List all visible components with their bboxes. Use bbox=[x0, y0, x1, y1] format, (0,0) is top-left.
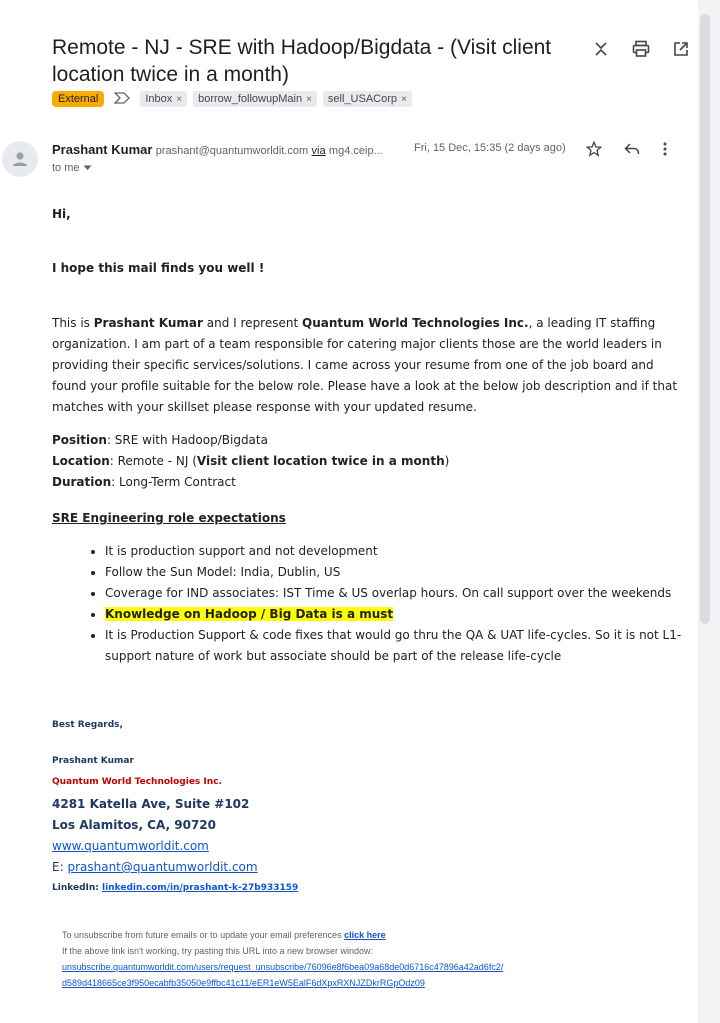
remove-label-icon[interactable]: × bbox=[306, 93, 312, 105]
signature-linkedin-label: LinkedIn: bbox=[52, 883, 103, 893]
recipients-label: to me bbox=[52, 162, 80, 174]
recipients-dropdown[interactable] bbox=[52, 162, 92, 174]
via-link[interactable]: via bbox=[311, 145, 326, 157]
list-item: • It is production support and not development bbox=[105, 541, 685, 562]
signature-regards: Best Regards, bbox=[52, 720, 123, 730]
intro-text: and I represent bbox=[202, 316, 302, 330]
default-avatar-icon[interactable] bbox=[2, 141, 38, 177]
sre-expectations-heading: SRE Engineering role expectations bbox=[52, 511, 286, 525]
greeting: Hi, bbox=[52, 207, 71, 221]
signature-website-link[interactable]: www.quantumworldit.com bbox=[52, 839, 209, 853]
unsubscribe-fallback-text: If the above link isn't working, try pasting this URL into a new browser window: bbox=[62, 946, 374, 956]
location-value-end: ) bbox=[444, 454, 450, 468]
label-chip-text: sell_USACorp bbox=[327, 93, 398, 105]
remove-label-icon[interactable]: × bbox=[176, 93, 183, 105]
highlighted-requirement: Knowledge on Hadoop / Big Data is a must bbox=[105, 607, 394, 621]
label-chip-text: borrow_followupMain bbox=[198, 93, 303, 105]
importance-marker-icon[interactable] bbox=[114, 91, 130, 107]
signature-email-line bbox=[52, 860, 258, 874]
list-item: • Coverage for IND associates: IST Time & US overlap hours. On call support over the weekends bbox=[105, 583, 685, 604]
intro-paragraph bbox=[52, 313, 682, 418]
unsubscribe-url-link-continued[interactable]: d589d418665ce3f950ecabfb35050e9ffbc41c11/eER1eW5EalF6dXpxRXNJZDkrRGpOdz09 bbox=[62, 978, 425, 988]
list-item bbox=[105, 604, 685, 625]
signature-address-line2: Los Alamitos, CA, 90720 bbox=[52, 818, 216, 832]
unsubscribe-line bbox=[62, 927, 662, 943]
location-value: : Remote - NJ ( bbox=[109, 454, 197, 468]
unsubscribe-footer bbox=[62, 927, 662, 991]
signature-email-link[interactable]: prashant@quantumworldit.com bbox=[67, 860, 258, 874]
label-row bbox=[52, 91, 412, 107]
signature-name: Prashant Kumar bbox=[52, 756, 134, 766]
job-details bbox=[52, 430, 449, 493]
position-line bbox=[52, 430, 449, 451]
label-chip-inbox[interactable] bbox=[140, 91, 187, 107]
open-in-new-window-icon[interactable] bbox=[670, 38, 692, 60]
expand-collapse-icon[interactable] bbox=[590, 38, 612, 60]
signature-email-label: E: bbox=[52, 860, 68, 874]
more-vert-icon[interactable] bbox=[662, 141, 668, 162]
reply-icon[interactable] bbox=[624, 141, 640, 162]
position-value: : SRE with Hadoop/Bigdata bbox=[106, 433, 268, 447]
list-item: • Follow the Sun Model: India, Dublin, US bbox=[105, 562, 685, 583]
opening-line: I hope this mail finds you well ! bbox=[52, 261, 265, 275]
duration-value: : Long-Term Contract bbox=[111, 475, 236, 489]
unsubscribe-text: To unsubscribe from future emails or to update your email preferences bbox=[62, 930, 345, 940]
print-icon[interactable] bbox=[630, 38, 652, 60]
star-icon[interactable] bbox=[586, 141, 602, 162]
sender-email: prashant@quantumworldit.com bbox=[155, 145, 309, 157]
label-chip-sell-usacorp[interactable] bbox=[323, 91, 412, 107]
list-item: • It is Production Support & code fixes that would go thru the QA & UAT life-cycles. So it is not L1-support nature of work but associate should be part of the release life-cycle bbox=[105, 625, 685, 667]
signature-company: Quantum World Technologies Inc. bbox=[52, 777, 222, 787]
email-subject: Remote - NJ - SRE with Hadoop/Bigdata - (Visit client location twice in a month) bbox=[52, 36, 552, 86]
scrollbar-thumb[interactable] bbox=[700, 14, 710, 624]
thread-actions bbox=[590, 38, 692, 60]
expectations-list bbox=[88, 541, 685, 667]
intro-sender-name: Prashant Kumar bbox=[93, 316, 203, 330]
external-label: External bbox=[52, 91, 104, 107]
location-visit-note: Visit client location twice in a month bbox=[196, 454, 445, 468]
label-chip-borrow-followupmain[interactable] bbox=[193, 91, 317, 107]
duration-label: Duration bbox=[52, 475, 112, 489]
remove-label-icon[interactable]: × bbox=[401, 93, 407, 105]
signature-linkedin-link[interactable]: linkedin.com/in/prashant-k-27b933159 bbox=[102, 883, 299, 893]
chevron-down-icon[interactable] bbox=[83, 162, 92, 174]
unsubscribe-url-link[interactable]: unsubscribe.quantumworldit.com/users/request_unsubscribe/76096e8f6bea09a68de0d6716c47896a42ad6fc2/ bbox=[62, 962, 504, 972]
signature-linkedin-line bbox=[52, 883, 298, 893]
message-actions bbox=[586, 141, 668, 162]
relay-domain: mg4.ceip... bbox=[328, 145, 383, 157]
location-label: Location bbox=[52, 454, 110, 468]
message-date: Fri, 15 Dec, 15:35 (2 days ago) bbox=[414, 142, 566, 154]
position-label: Position bbox=[52, 433, 107, 447]
unsubscribe-click-here-link[interactable]: click here bbox=[344, 930, 386, 940]
intro-company-name: Quantum World Technologies Inc. bbox=[302, 316, 529, 330]
intro-text: , a leading IT staffing organization. I am part of a team responsible for catering major clients those are the world leaders in providing their specific services/solutions. I came across your resume from one of the job board and found your profile suitable for the below role. Please have a look at the below job description and if that matches with your skillset please response with your updated resume. bbox=[52, 316, 678, 414]
location-line bbox=[52, 451, 449, 472]
duration-line bbox=[52, 472, 449, 493]
label-chip-text: Inbox bbox=[145, 93, 173, 105]
sender-name[interactable]: Prashant Kumar bbox=[52, 142, 153, 157]
intro-text: This is bbox=[52, 316, 94, 330]
signature-address-line1: 4281 Katella Ave, Suite #102 bbox=[52, 797, 250, 811]
